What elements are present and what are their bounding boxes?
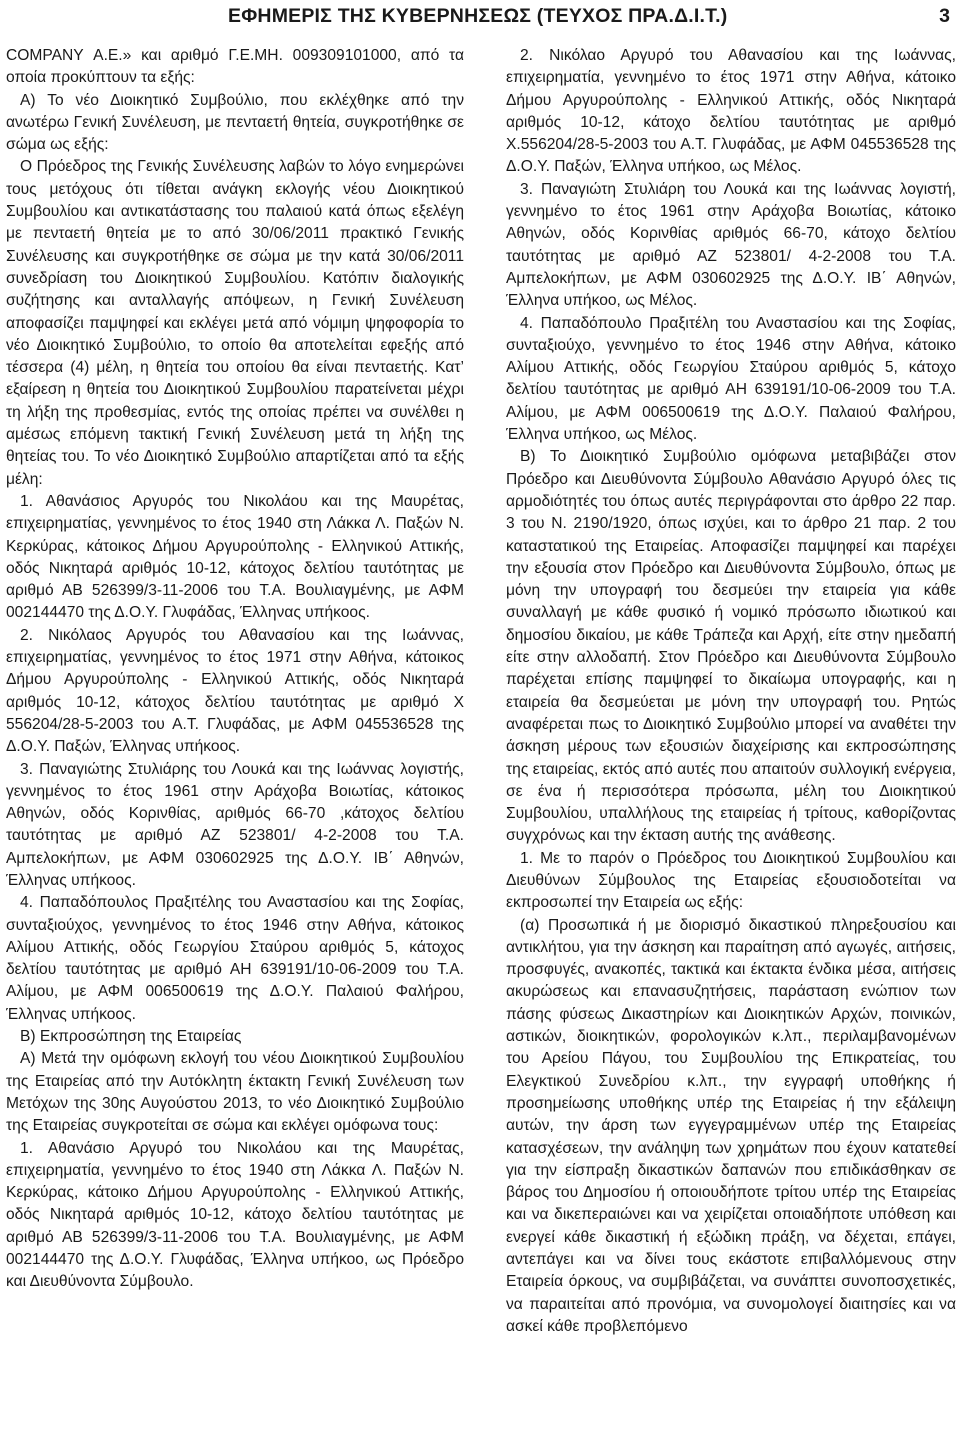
section-heading: Β) Εκπροσώπηση της Εταιρείας xyxy=(20,1028,242,1046)
paragraph: 1. Με το παρόν ο Πρόεδρος του Διοικητικού Συμβουλίου και Διευθύνων Σύμβουλος της Εταιρείας εξουσιοδοτείται να εκπροσωπεί την Εταιρεία ως εξής: xyxy=(506,849,956,912)
paragraph: Β) Το Διοικητικό Συμβούλιο ομόφωνα μεταβιβάζει στον Πρόεδρο και Διευθύνοντα Σύμβουλο Αθανάσιο Αργυρό όλες τις αρμοδιότητές του όπως αυτές περιγράφονται στο άρθρο 22 παρ. 3 του Ν. 2190/1920, όπως ισχύει, και το άρθρο 21 παρ. 2 του καταστατικού της Εταιρείας. Αποφασίζει παμψηφεί και παρέχει την εξουσία στον Πρόεδρο και Διευθύνοντα Σύμβουλο, όπως με μόνη την υπογραφή του δεσμεύει την εταιρεία για κάθε συναλλαγή με κάθε φυσικό ή νομικό πρόσωπο ιδιωτικού και δημοσίου δικαίου, με κάθε Τράπεζα και Αρχή, είτε στην ημεδαπή είτε στην αλλοδαπή. Στον Πρόεδρο και Διευθύνοντα Σύμβουλο παρέχεται επίσης παμψηφεί το δικαίωμα υπογραφής, και η εταιρεία θα δεσμεύεται με μόνη την υπογραφή του. Ρητώς αναφέρεται πως το Διοικητικό Συμβούλιο μπορεί να αναθέτει την άσκηση μέρους των εξουσιών διαχείρισης και εκπροσώπησης της εταιρείας, εκτός από αυτές που απαιτούν συλλογική ενέργεια, σε ένα ή περισσότερα πρόσωπα, μέλη του Διοικητικού Συμβουλίου, υπαλλήλους της εταιρείας ή τρίτους, καθορίζοντας συγχρόνως και την έκταση αυτής της ανάθεσης. xyxy=(506,448,956,845)
page-number: 3 xyxy=(939,5,950,27)
paragraph: Α) Μετά την ομόφωνη εκλογή του νέου Διοικητικού Συμβουλίου της Εταιρείας από την Αυτόκλητη έκτακτη Γενική Συνέλευση των Μετόχων της 30ης Αυγούστου 2013, το νέο Διοικητικό Συμβούλιο της Εταιρείας συγκροτείται σε σώμα και εκλέγει ομόφωνα τους: xyxy=(6,1050,464,1135)
paragraph: 4. Παπαδόπουλο Πραξιτέλη του Αναστασίου και της Σοφίας, συνταξιούχο, γεννημένο το έτος 1946 στην Αθήνα, κάτοικο Αλίμου Αττικής, οδός Γεωργίου Σταύρου αριθμός 5, κάτοχο δελτίου ταυτότητας με αριθμό ΑΗ 639191/10-06-2009 του Τ.Α. Αλίμου, με ΑΦΜ 006500619 της Δ.Ο.Υ. Παλαιού Φαλήρου, Έλληνα υπήκοο, ως Μέλος. xyxy=(506,314,956,444)
right-column xyxy=(506,45,956,1425)
paragraph: 3. Παναγιώτη Στυλιάρη του Λουκά και της Ιωάννας λογιστή, γεννημένο το έτος 1961 στην Αράχοβα Βοιωτίας, κάτοικο Αθηνών, οδός Κορινθίας αριθμός 66-70, κάτοχο δελτίου ταυτότητας με αριθμό ΑΖ 523801/ 4-2-2008 του Τ.Α. Αμπελοκήπων, με ΑΦΜ 030602925 της Δ.Ο.Υ. ΙΒ΄ Αθηνών, Έλληνα υπήκοο, ως Μέλος. xyxy=(506,180,956,310)
paragraph: 3. Παναγιώτης Στυλιάρης του Λουκά και της Ιωάννας λογιστής, γεννημένος το έτος 1961 στην Αράχοβα Βοιωτίας, κάτοικος Αθηνών, οδός Κορινθίας, αριθμός 66-70 ,κάτοχος δελτίου ταυτότητας με αριθμό ΑΖ 523801/ 4-2-2008 του Τ.Α. Αμπελοκήπων, με ΑΦΜ 030602925 της Δ.Ο.Υ. ΙΒ΄ Αθηνών, Έλληνας υπήκοος. xyxy=(6,760,464,889)
gazette-title: ΕΦΗΜΕΡΙΣ ΤΗΣ ΚΥΒΕΡΝΗΣΕΩΣ (ΤΕΥΧΟΣ ΠΡΑ.Δ.Ι.Τ.) xyxy=(228,5,728,27)
paragraph: 4. Παπαδόπουλος Πραξιτέλης του Αναστασίου και της Σοφίας, συνταξιούχος, γεννημένος το έτος 1946 στην Αθήνα, κάτοικος Αλίμου Αττικής, οδός Γεωργίου Σταύρου αριθμός 5, κάτοχος δελτίου ταυτότητας με αριθμό ΑΗ 639191/10-06-2009 του Τ.Α. Αλίμου, με ΑΦΜ 006500619 της Δ.Ο.Υ. Παλαιού Φαλήρου, Έλληνας υπήκοος. xyxy=(6,894,464,1023)
paragraph: Ο Πρόεδρος της Γενικής Συνέλευσης λαβών το λόγο ενημερώνει τους μετόχους ότι τίθεται ανάγκη εκλογής νέου Διοικητικού Συμβουλίου και αντικατάστασης του παλαιού κατά όπως εξελέγη με πενταετή θητεία με το από 30/06/2011 πρακτικό Γενικής Συνέλευσης και συγκροτήθηκε σε σώμα με την κατά 30/06/2011 συνεδρίαση του Διοικητικού Συμβουλίου. Κατόπιν διαλογικής συζήτησης και ανταλλαγής απόψεων, η Γενική Συνέλευση αποφασίζει παμψηφεί και εκλέγει μετά από νόμιμη ψηφοφορία το νέο Διοικητικό Συμβούλιο, το οποίο θα αποτελείται εφεξής από τέσσερα (4) μέλη, η θητεία του οποίου θα είναι πενταετής. Κατ’ εξαίρεση η θητεία του Διοικητικού Συμβουλίου παρατείνεται μέχρι τη λήξη της προθεσμίας, εντός της οποίας πρέπει να συνέλθει η αμέσως επόμενη τακτική Γενική Συνέλευση μετά τη λήξη της θητείας του. Το νέο Διοικητικό Συμβούλιο απαρτίζεται από τα εξής μέλη: xyxy=(6,158,464,488)
left-column xyxy=(6,45,464,1425)
paragraph: COMPANY Α.Ε.» και αριθμό Γ.Ε.ΜΗ. 009309101000, από τα οποία προκύπτουν τα εξής: xyxy=(6,47,464,87)
paragraph: 1. Αθανάσιος Αργυρός του Νικολάου και της Μαυρέτας, επιχειρηματίας, γεννημένος το έτος 1940 στη Λάκκα Λ. Παξών Ν. Κερκύρας, κάτοικος Δήμου Αργυρούπολης - Ελληνικού Αττικής, οδός Νικηταρά αριθμός 10-12, κάτοχος δελτίου ταυτότητας με αριθμό ΑΒ 526399/3-11-2006 του Τ.Α. Βουλιαγμένης, με ΑΦΜ 002144470 της Δ.Ο.Υ. Γλυφάδας, Έλληνας υπήκοος. xyxy=(6,492,464,622)
paragraph: (α) Προσωπικά ή με διορισμό δικαστικού πληρεξουσίου και αντικλήτου, για την άσκηση και παραίτηση από αγωγές, αιτήσεις, προσφυγές, ανακοπές, τακτικά και έκτακτα ένδικα μέσα, αιτήσεις ακυρώσεως και επανασυζητήσεις, παράσταση ενώπιον των πάσης φύσεως Δικαστηρίων και Διοικητικών Αρχών, ποινικών, αστικών, διοικητικών, φορολογικών κ.λπ., περιλαμβανομένων του Αρείου Πάγου, του Συμβουλίου της Επικρατείας, του Ελεγκτικού Συνεδρίου κ.λπ., την εγγραφή υποθήκης ή προσημείωσης υποθήκης υπέρ της Εταιρείας ή την εξάλειψη αυτών, την άρση των εγγεγραμμένων υπέρ της Εταιρείας κατασχέσεων, την ανάληψη των χρημάτων που έχουν κατατεθεί για την είσπραξη δικαστικών δαπανών που επιδικάσθηκαν σε βάρος του Δημοσίου ή οποιουδήποτε τρίτου υπέρ της Εταιρείας και να δικεπεραιώνει και να χειρίζεται οποιαδήποτε υπόθεση και ενεργεί κάθε δικαστική ή εξώδικη πράξη, να δέχεται, επάγει, αντεπάγει και να δίνει τους εκάστοτε επιβαλλόμενους στην Εταιρεία όρκους, να συμβιβάζεται, να συνάπτει συνοποσχετικές, να παραιτείται από προνόμια, να συνομολογεί διαιτησίες και να ασκεί κάθε προβλεπόμενο xyxy=(506,916,956,1335)
paragraph: Α) Το νέο Διοικητικό Συμβούλιο, που εκλέχθηκε από την ανωτέρω Γενική Συνέλευση, με πενταετή θητεία, συγκροτήθηκε σε σώμα ως εξής: xyxy=(6,91,464,154)
paragraph: 2. Νικόλαο Αργυρό του Αθανασίου και της Ιωάννας, επιχειρηματία, γεννημένο το έτος 1971 στην Αθήνα, κάτοικο Δήμου Αργυρούπολης - Ελληνικού Αττικής, οδός Νικηταρά αριθμός 10-12, κάτοχο δελτίου ταυτότητας με αριθμό Χ.556204/28-5-2003 του Α.Τ. Γλυφάδας, με ΑΦΜ 045536528 της Δ.Ο.Υ. Παξών, Έλληνα υπήκοο, ως Μέλος. xyxy=(506,47,956,176)
page-header xyxy=(0,0,960,40)
paragraph: 1. Αθανάσιο Αργυρό του Νικολάου και της Μαυρέτας, επιχειρηματία, γεννημένο το έτος 1940 στη Λάκκα Λ. Παξών Ν. Κερκύρας, κάτοικο Δήμου Αργυρούπολης - Ελληνικού Αττικής, οδός Νικηταρά αριθμός 10-12, κάτοχο δελτίου ταυτότητας με αριθμό ΑΒ 526399/3-11-2006 του Τ.Α. Βουλιαγμένης, με ΑΦΜ 002144470 της Δ.Ο.Υ. Γλυφάδας, Έλληνα υπήκοο, ως Πρόεδρο και Διευθύνοντα Σύμβουλο. xyxy=(6,1139,464,1291)
paragraph: 2. Νικόλαος Αργυρός του Αθανασίου και της Ιωάννας, επιχειρηματίας, γεννημένος το έτος 1971 στην Αθήνα, κάτοικος Δήμου Αργυρούπολης - Ελληνικού Αττικής, οδός Νικηταρά αριθμός 10-12, κάτοχος δελτίου ταυτότητας με αριθμό Χ 556204/28-5-2003 του Α.Τ. Γλυφάδας, με ΑΦΜ 045536528 της Δ.Ο.Υ. Παξών, Έλληνας υπήκοος. xyxy=(6,626,464,756)
